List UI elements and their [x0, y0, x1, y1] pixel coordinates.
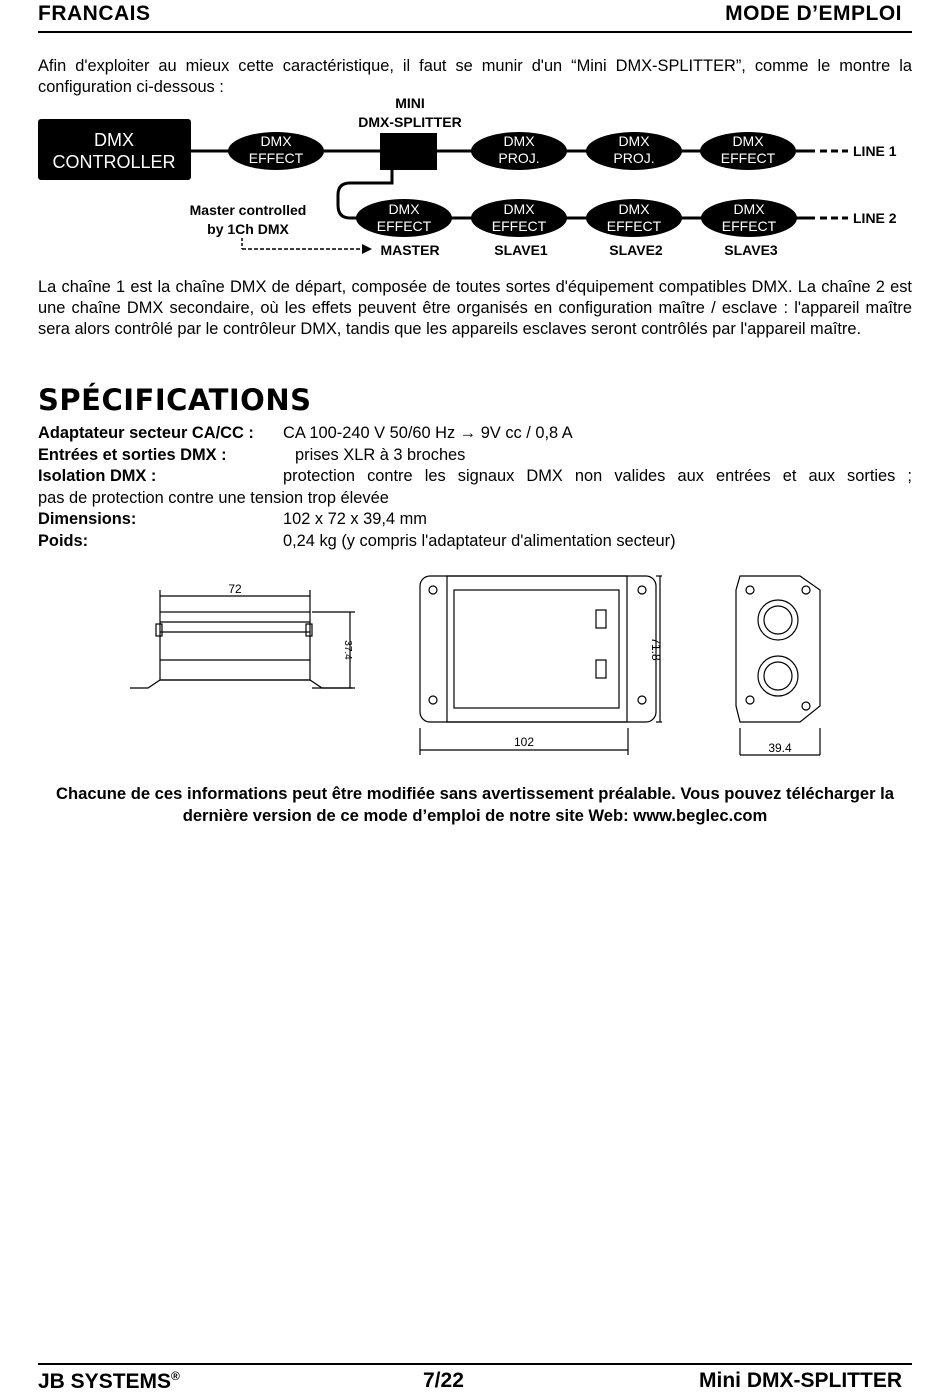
page-header [38, 0, 912, 33]
role-slave2: SLAVE2 [609, 242, 663, 258]
spec-dimensions: Dimensions: 102 x 72 x 39,4 mm [38, 510, 427, 528]
spec-isolation-cont: pas de protection contre une tension trop élevée [38, 488, 389, 507]
line2-device-4 [701, 199, 797, 237]
svg-text:EFFECT: EFFECT [720, 150, 776, 166]
splitter-label-2: DMX-SPLITTER [358, 114, 462, 130]
top-width-label: 102 [513, 735, 535, 749]
svg-text:EFFECT: EFFECT [606, 218, 662, 234]
role-slave3: SLAVE3 [724, 242, 778, 258]
footer-page-number: 7/22 [423, 1369, 464, 1392]
trademark-symbol: ® [171, 1369, 180, 1383]
line2-device-1 [356, 199, 452, 237]
line1-device-4 [700, 132, 796, 170]
footer-brand: JB SYSTEMS® [38, 1369, 180, 1393]
intro-paragraph: Afin d'exploiter au mieux cette caractéristique, il faut se munir d'un “Mini DMX-SPLITTER”, comme le montre la configuration ci-dessous : [38, 57, 912, 96]
svg-text:EFFECT: EFFECT [721, 218, 777, 234]
line2-label: LINE 2 [853, 210, 897, 226]
notice-paragraph: Chacune de ces informations peut être modifiée sans avertissement préalable. Vous pouvez télécharger la dernière version de ce mode d’emploi de notre site Web: www.beglec.com [56, 784, 894, 825]
arrow-icon [362, 244, 372, 254]
master-note-2: by 1Ch DMX [207, 221, 289, 237]
role-slave1: SLAVE1 [494, 242, 548, 258]
svg-text:DMX: DMX [733, 201, 765, 217]
svg-text:DMX: DMX [388, 201, 420, 217]
side-width-label: 72 [228, 582, 242, 596]
controller-label-2: CONTROLLER [52, 152, 176, 172]
dmx-wiring-diagram [0, 90, 950, 265]
top-height-label: 71.8 [649, 637, 663, 661]
line2-device-2 [471, 199, 567, 237]
spec-list [38, 423, 912, 552]
svg-text:PROJ.: PROJ. [498, 150, 540, 166]
header-title: MODE D’EMPLOI [725, 2, 902, 25]
svg-text:DMX: DMX [503, 201, 535, 217]
line1-device-2 [471, 132, 567, 170]
line1-device-1 [228, 132, 324, 170]
splitter-label-1: MINI [395, 95, 425, 111]
splitter-box [380, 133, 437, 170]
spec-io: Entrées et sorties DMX : prises XLR à 3 broches [38, 445, 466, 464]
svg-text:EFFECT: EFFECT [491, 218, 547, 234]
dimension-drawings [0, 570, 950, 760]
svg-text:PROJ.: PROJ. [613, 150, 655, 166]
line1-device-3 [586, 132, 682, 170]
svg-text:DMX: DMX [618, 133, 650, 149]
footer-product: Mini DMX-SPLITTER [699, 1369, 902, 1392]
spec-weight: Poids: 0,24 kg (y compris l'adaptateur d'alimentation secteur) [38, 531, 676, 550]
master-note-1: Master controlled [189, 202, 307, 218]
spec-heading: SPÉCIFICATIONS [38, 383, 312, 417]
header-language: FRANCAIS [38, 2, 151, 25]
description-paragraph: La chaîne 1 est la chaîne DMX de départ, composée de toutes sortes d'équipement compatibles DMX. La chaîne 2 est une chaîne DMX secondaire, où les effets peuvent être organisés en configuration maître / esclave : l'appareil maître sera alors contrôlé par le contrôleur DMX, tandis que les appareils esclaves seront contrôlés par l'appareil maître. [38, 278, 912, 338]
controller-label-1: DMX [94, 130, 134, 150]
svg-text:DMX: DMX [260, 133, 292, 149]
spec-isolation: Isolation DMX : protection contre les signaux DMX non valides aux entrées et aux sorties ; [38, 467, 912, 485]
svg-text:DMX: DMX [503, 133, 535, 149]
spec-power: Adaptateur secteur CA/CC : CA 100-240 V 50/60 Hz → 9V cc / 0,8 A [38, 424, 573, 442]
svg-text:EFFECT: EFFECT [248, 150, 304, 166]
line2-device-3 [586, 199, 682, 237]
svg-text:DMX: DMX [732, 133, 764, 149]
page-footer [38, 1363, 912, 1399]
line1-label: LINE 1 [853, 143, 897, 159]
svg-text:EFFECT: EFFECT [376, 218, 432, 234]
end-width-label: 39.4 [768, 741, 792, 755]
svg-text:DMX: DMX [618, 201, 650, 217]
side-height-label: 37.4 [342, 640, 353, 660]
role-master: MASTER [380, 242, 440, 258]
